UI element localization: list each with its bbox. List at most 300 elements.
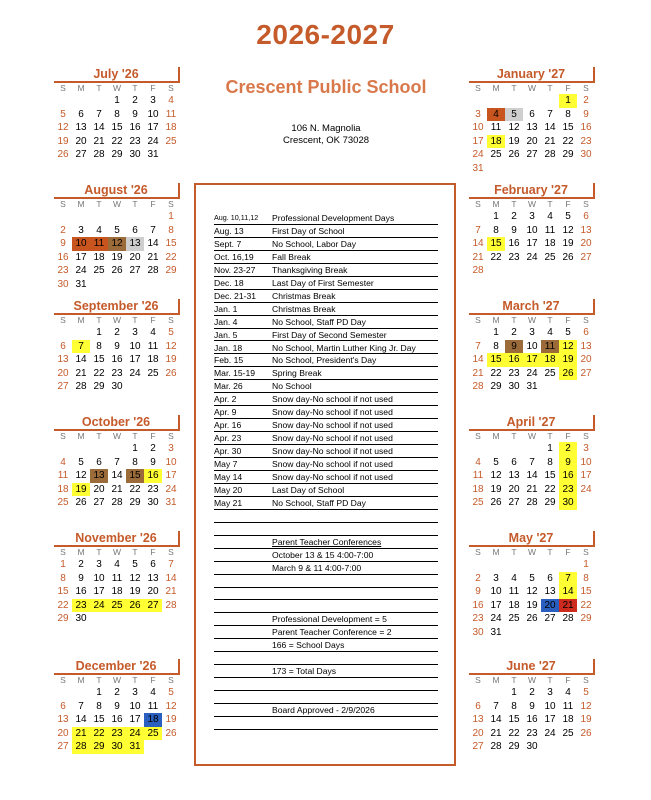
month-grid [469, 83, 595, 175]
day-cell: 16 [526, 714, 538, 725]
day-cell: 27 [472, 741, 484, 752]
month-title: December '26 [75, 659, 157, 673]
day-cell: 1 [114, 95, 120, 106]
day-cell: 25 [562, 727, 574, 739]
day-cell: 10 [129, 340, 141, 352]
day-cell: 18 [541, 353, 559, 367]
event-date: Aug. 13 [214, 225, 244, 236]
day-cell: 24 [129, 367, 141, 379]
weekday-label: S [583, 315, 589, 325]
day-cell: 17 [580, 470, 592, 481]
event-row [214, 575, 438, 588]
weekday-label: T [96, 199, 102, 209]
day-cell: 29 [508, 741, 520, 752]
day-cell: 3 [529, 327, 535, 338]
day-cell: 1 [547, 443, 553, 454]
event-description: Snow day-No school if not used [272, 459, 393, 470]
weekday-label: S [475, 547, 481, 557]
weekday-label: S [583, 547, 589, 557]
day-cell: 13 [57, 354, 69, 365]
weekday-label: T [547, 199, 553, 209]
event-date: May 14 [214, 472, 243, 482]
day-cell: 16 [559, 469, 577, 483]
empty-day-cell [144, 380, 162, 394]
day-cell: 9 [475, 586, 481, 597]
weekday-label: F [150, 83, 156, 93]
event-description: No School, President's Day [272, 355, 377, 366]
day-cell: 28 [562, 613, 574, 624]
day-cell: 24 [526, 251, 538, 263]
empty-day-cell [523, 264, 541, 278]
day-cell: 11 [541, 340, 559, 354]
day-cell: 24 [75, 265, 87, 276]
day-cell: 29 [165, 265, 177, 276]
weekday-label: S [60, 83, 66, 93]
weekday-label: W [112, 675, 122, 685]
day-cell: 19 [490, 483, 502, 495]
day-cell: 27 [129, 265, 141, 276]
empty-day-cell [487, 264, 505, 278]
event-row [214, 652, 438, 665]
day-cell: 22 [508, 727, 520, 739]
empty-day-cell [144, 210, 162, 224]
weekday-label: T [511, 675, 517, 685]
month-calendar [469, 183, 595, 278]
day-cell: 4 [60, 456, 66, 468]
month-grid [469, 199, 595, 278]
day-cell: 8 [547, 456, 553, 468]
day-cell: 19 [526, 599, 538, 611]
day-cell: 30 [508, 381, 520, 392]
day-cell: 18 [111, 586, 123, 597]
day-cell: 24 [544, 727, 556, 739]
event-description: Snow day-No school if not used [272, 420, 393, 431]
day-cell: 4 [547, 211, 553, 222]
day-cell: 13 [57, 714, 69, 725]
month-calendar [54, 183, 180, 291]
weekday-label: T [547, 431, 553, 441]
month-title-bar [54, 67, 180, 83]
day-cell: 24 [165, 483, 177, 495]
month-calendar [469, 659, 595, 754]
day-cell: 1 [559, 94, 577, 108]
empty-day-cell [577, 496, 595, 510]
weekday-label: M [77, 199, 85, 209]
day-cell: 1 [96, 327, 102, 338]
day-cell: 26 [526, 613, 538, 624]
weekday-label: T [547, 83, 553, 93]
day-cell: 25 [144, 727, 162, 741]
day-cell: 12 [165, 700, 177, 712]
day-cell: 11 [147, 700, 159, 712]
day-cell: 27 [75, 149, 87, 160]
day-cell: 18 [93, 251, 105, 263]
weekday-label: W [527, 547, 537, 557]
empty-day-cell [90, 278, 108, 292]
page-title: 2026-2027 [256, 19, 395, 50]
day-cell: 29 [57, 613, 69, 624]
day-cell: 25 [108, 599, 126, 613]
empty-day-cell [559, 264, 577, 278]
day-cell: 12 [108, 237, 126, 251]
day-cell: 11 [111, 572, 123, 584]
day-cell: 5 [78, 456, 84, 468]
empty-day-cell [54, 210, 72, 224]
event-date: Dec. 21-31 [214, 290, 257, 301]
day-cell: 28 [490, 741, 502, 752]
day-cell: 28 [93, 149, 105, 160]
event-row [214, 432, 438, 445]
weekday-label: W [112, 199, 122, 209]
day-cell: 28 [111, 497, 123, 508]
day-cell: 1 [493, 327, 499, 338]
note-text: Board Approved - 2/9/2026 [272, 705, 375, 716]
day-cell: 3 [132, 687, 138, 698]
month-calendar [469, 67, 595, 175]
month-title-bar [469, 67, 595, 83]
day-cell: 31 [165, 497, 177, 508]
day-cell: 13 [147, 572, 159, 584]
day-cell: 4 [511, 572, 517, 584]
day-cell: 29 [580, 613, 592, 624]
day-cell: 30 [526, 741, 538, 752]
day-cell: 22 [490, 251, 502, 263]
weekday-label: T [547, 675, 553, 685]
weekday-label: T [132, 315, 138, 325]
day-cell: 22 [111, 135, 123, 147]
day-cell: 6 [132, 224, 138, 236]
day-cell: 14 [526, 470, 538, 481]
day-cell: 15 [57, 586, 69, 597]
empty-day-cell [577, 162, 595, 176]
day-cell: 26 [580, 727, 592, 739]
weekday-label: M [492, 199, 500, 209]
month-grid [54, 547, 180, 626]
day-cell: 16 [129, 122, 141, 133]
event-description: Spring Break [272, 368, 322, 379]
day-cell: 21 [72, 727, 90, 741]
weekday-label: T [132, 431, 138, 441]
empty-day-cell [541, 264, 559, 278]
event-row [214, 238, 438, 251]
empty-day-cell [90, 94, 108, 108]
day-cell: 6 [583, 211, 589, 222]
empty-day-cell [90, 210, 108, 224]
day-cell: 6 [150, 559, 156, 570]
event-description: Snow day-No school if not used [272, 433, 393, 444]
day-cell: 7 [475, 224, 481, 236]
month-title-bar [54, 183, 180, 199]
day-cell: 22 [562, 135, 574, 147]
day-cell: 7 [559, 572, 577, 586]
day-cell: 28 [165, 599, 177, 611]
day-cell: 27 [526, 149, 538, 160]
event-row [214, 458, 438, 471]
day-cell: 12 [57, 122, 69, 133]
day-cell: 31 [526, 381, 538, 392]
day-cell: 5 [529, 572, 535, 584]
day-cell: 6 [475, 700, 481, 712]
day-cell: 2 [511, 211, 517, 222]
day-cell: 24 [526, 367, 538, 379]
event-date: Apr. 30 [214, 446, 242, 457]
month-title: May '27 [508, 531, 554, 545]
day-cell: 3 [132, 327, 138, 338]
weekday-label: S [60, 431, 66, 441]
day-cell: 19 [72, 483, 90, 497]
weekday-label: S [60, 315, 66, 325]
day-cell: 9 [150, 456, 156, 468]
empty-day-cell [505, 94, 523, 108]
weekday-label: T [96, 83, 102, 93]
day-cell: 29 [544, 497, 556, 508]
day-cell: 4 [565, 687, 571, 698]
empty-day-cell [72, 94, 90, 108]
event-date: Apr. 23 [214, 433, 242, 444]
day-cell: 8 [96, 340, 102, 352]
day-cell: 2 [583, 95, 589, 106]
weekday-label: T [96, 547, 102, 557]
day-cell: 10 [129, 700, 141, 712]
note-text: Parent Teacher Conference = 2 [272, 627, 392, 638]
day-cell: 13 [75, 122, 87, 133]
day-cell: 16 [472, 599, 484, 611]
event-row [214, 665, 438, 678]
day-cell: 14 [75, 354, 87, 365]
day-cell: 10 [147, 108, 159, 120]
empty-day-cell [541, 626, 559, 640]
day-cell: 20 [57, 367, 69, 379]
event-row [214, 380, 438, 393]
event-description: Snow day-No school if not used [272, 446, 393, 457]
event-description: No School [272, 381, 312, 392]
day-cell: 23 [147, 483, 159, 495]
month-title-bar [469, 299, 595, 315]
weekday-label: M [77, 547, 85, 557]
month-grid [54, 199, 180, 291]
day-cell: 19 [580, 714, 592, 725]
day-cell: 25 [165, 135, 177, 147]
weekday-label: M [492, 547, 500, 557]
day-cell: 2 [475, 572, 481, 584]
empty-day-cell [126, 612, 144, 626]
day-cell: 12 [562, 224, 574, 236]
event-row [214, 329, 438, 342]
day-cell: 9 [114, 700, 120, 712]
day-cell: 26 [559, 367, 577, 381]
event-row [214, 536, 438, 549]
event-row [214, 212, 438, 225]
day-cell: 6 [60, 700, 66, 712]
day-cell: 15 [562, 122, 574, 133]
day-cell: 21 [165, 586, 177, 597]
empty-day-cell [559, 558, 577, 572]
day-cell: 26 [75, 497, 87, 508]
day-cell: 14 [544, 122, 556, 133]
day-cell: 24 [90, 599, 108, 613]
empty-day-cell [162, 148, 180, 162]
day-cell: 17 [490, 599, 502, 611]
day-cell: 14 [93, 122, 105, 133]
day-cell: 28 [472, 265, 484, 276]
day-cell: 7 [168, 559, 174, 570]
day-cell: 15 [544, 470, 556, 481]
day-cell: 3 [150, 95, 156, 106]
day-cell: 3 [493, 572, 499, 584]
empty-day-cell [162, 740, 180, 754]
day-cell: 14 [75, 714, 87, 725]
day-cell: 16 [75, 586, 87, 597]
day-cell: 1 [511, 687, 517, 698]
day-cell: 26 [165, 367, 177, 379]
empty-day-cell [144, 612, 162, 626]
event-date: May 20 [214, 484, 243, 495]
day-cell: 10 [526, 224, 538, 236]
day-cell: 8 [96, 700, 102, 712]
day-cell: 29 [93, 381, 105, 392]
empty-day-cell [72, 326, 90, 340]
event-row [214, 678, 438, 691]
day-cell: 6 [583, 327, 589, 338]
event-row [214, 497, 438, 510]
empty-day-cell [54, 442, 72, 456]
day-cell: 29 [129, 497, 141, 508]
day-cell: 7 [475, 340, 481, 352]
day-cell: 2 [559, 442, 577, 456]
month-grid [54, 431, 180, 510]
empty-day-cell [541, 94, 559, 108]
event-description: Fall Break [272, 251, 311, 262]
day-cell: 19 [57, 135, 69, 147]
day-cell: 30 [559, 496, 577, 510]
day-cell: 20 [57, 727, 69, 739]
day-cell: 10 [580, 456, 592, 468]
weekday-label: S [475, 83, 481, 93]
day-cell: 13 [580, 224, 592, 236]
day-cell: 6 [96, 456, 102, 468]
day-cell: 4 [96, 224, 102, 236]
day-cell: 12 [526, 586, 538, 597]
day-cell: 17 [93, 586, 105, 597]
empty-day-cell [523, 94, 541, 108]
weekday-label: M [77, 431, 85, 441]
month-calendar [469, 299, 595, 394]
day-cell: 12 [165, 340, 177, 352]
day-cell: 5 [583, 687, 589, 698]
day-cell: 25 [544, 367, 556, 379]
day-cell: 7 [96, 108, 102, 120]
weekday-label: M [492, 675, 500, 685]
day-cell: 17 [544, 714, 556, 725]
event-date: May 7 [214, 459, 238, 470]
weekday-label: F [150, 199, 156, 209]
event-row [214, 639, 438, 652]
weekday-label: T [96, 315, 102, 325]
day-cell: 2 [114, 687, 120, 698]
day-cell: 19 [111, 251, 123, 263]
day-cell: 3 [547, 687, 553, 698]
weekday-label: S [168, 675, 174, 685]
day-cell: 9 [60, 238, 66, 249]
day-cell: 4 [475, 456, 481, 468]
day-cell: 21 [544, 135, 556, 147]
month-title-bar [54, 415, 180, 431]
address-line-1: 106 N. Magnolia [291, 123, 361, 134]
empty-day-cell [126, 380, 144, 394]
event-row [214, 419, 438, 432]
empty-day-cell [469, 442, 487, 456]
day-cell: 30 [108, 740, 126, 754]
month-title: June '27 [506, 659, 556, 673]
day-cell: 4 [168, 95, 174, 106]
day-cell: 27 [580, 251, 592, 263]
note-text: March 9 & 11 4:00-7:00 [272, 562, 362, 573]
day-cell: 18 [144, 713, 162, 727]
event-date: Mar. 26 [214, 381, 243, 392]
empty-day-cell [54, 686, 72, 700]
month-title-bar [469, 659, 595, 675]
month-calendar [54, 67, 180, 162]
day-cell: 13 [472, 714, 484, 725]
weekday-label: M [77, 315, 85, 325]
weekday-label: M [492, 83, 500, 93]
day-cell: 27 [508, 497, 520, 508]
day-cell: 17 [147, 122, 159, 133]
event-row [214, 251, 438, 264]
day-cell: 5 [505, 108, 523, 122]
empty-day-cell [72, 686, 90, 700]
weekday-label: T [511, 199, 517, 209]
day-cell: 12 [75, 470, 87, 481]
day-cell: 16 [580, 122, 592, 133]
day-cell: 30 [472, 626, 484, 638]
day-cell: 2 [78, 559, 84, 570]
month-title: January '27 [496, 67, 566, 81]
empty-day-cell [541, 380, 559, 394]
weekday-label: F [150, 547, 156, 557]
day-cell: 29 [90, 740, 108, 754]
event-row [214, 303, 438, 316]
day-cell: 13 [526, 122, 538, 133]
day-cell: 10 [490, 586, 502, 597]
weekday-label: F [565, 199, 571, 209]
month-calendar [54, 299, 180, 394]
day-cell: 18 [562, 714, 574, 725]
day-cell: 2 [60, 224, 66, 236]
day-cell: 27 [544, 613, 556, 624]
event-description: Snow day-No school if not used [272, 394, 393, 405]
day-cell: 6 [547, 572, 553, 584]
day-cell: 27 [144, 599, 162, 613]
weekday-label: F [150, 675, 156, 685]
event-description: No School, Martin Luther King Jr. Day [272, 342, 416, 353]
day-cell: 23 [508, 251, 520, 263]
empty-day-cell [541, 740, 559, 754]
day-cell: 23 [108, 727, 126, 741]
day-cell: 23 [72, 599, 90, 613]
day-cell: 18 [472, 483, 484, 495]
day-cell: 6 [78, 108, 84, 120]
month-calendar [54, 659, 180, 754]
day-cell: 29 [111, 149, 123, 160]
weekday-label: T [132, 675, 138, 685]
day-cell: 21 [559, 599, 577, 613]
day-cell: 11 [472, 470, 484, 481]
day-cell: 9 [559, 456, 577, 470]
day-cell: 23 [559, 483, 577, 497]
empty-day-cell [523, 626, 541, 640]
month-grid [469, 431, 595, 510]
